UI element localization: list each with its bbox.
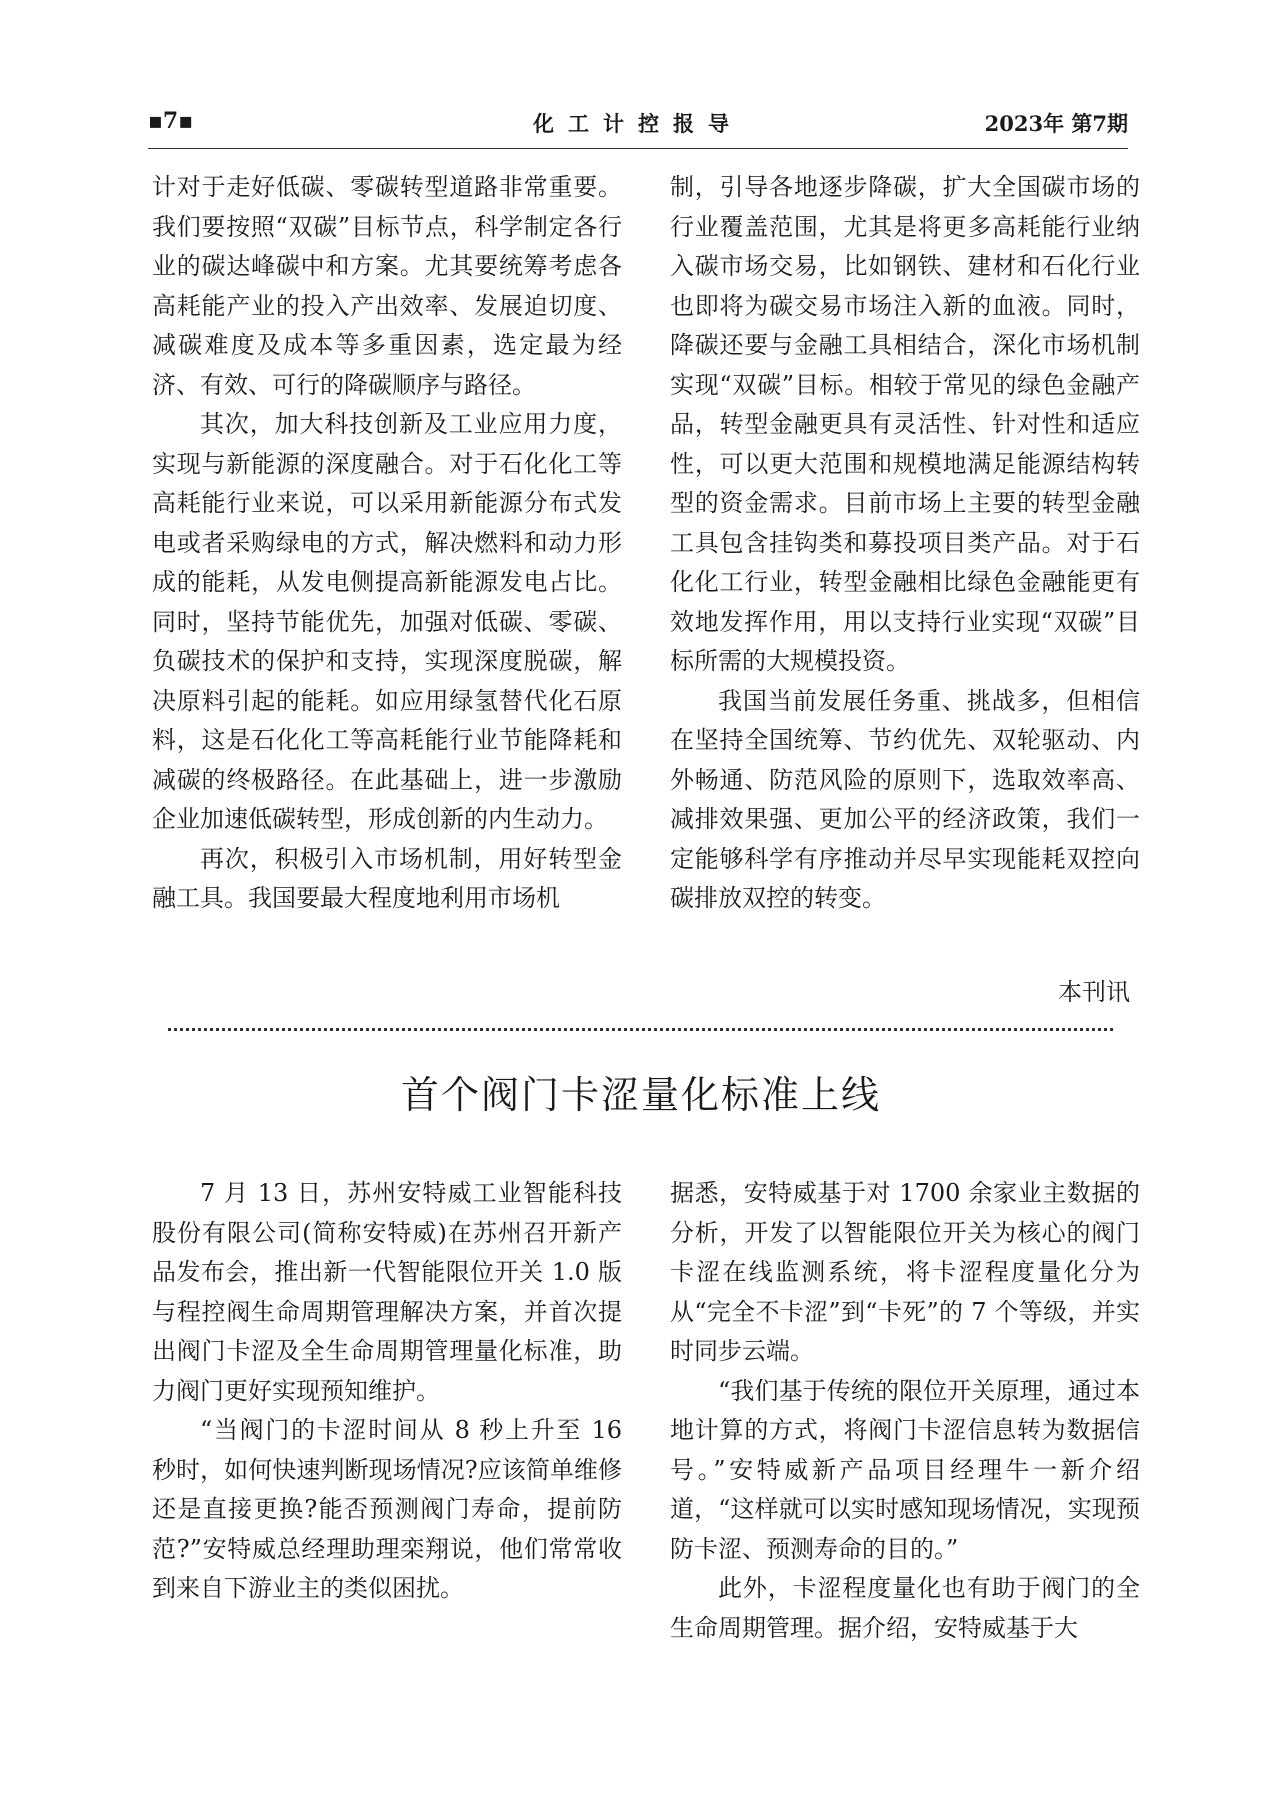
issue-label: 2023年 第7期	[984, 111, 1128, 136]
paragraph: 7 月 13 日，苏州安特威工业智能科技股份有限公司(简称安特威)在苏州召开新产品发布会，推出新一代智能限位开关 1.0 版与程控阀生命周期管理解决方案，并首次提出阀门卡涩及全生命周期管理量化标准，助力阀门更好实现预知维护。	[152, 1179, 622, 1405]
paragraph: “我们基于传统的限位开关原理，通过本地计算的方式，将阀门卡涩信息转为数据信号。”安特威新产品项目经理牛一新介绍道，“这样就可以实时感知现场情况，实现预防卡涩、预测寿命的目的。”	[670, 1376, 1140, 1563]
page-number: ▪7▪	[148, 108, 194, 134]
paragraph: “当阀门的卡涩时间从 8 秒上升至 16 秒时，如何快速判断现场情况?应该简单维修还是直接更换?能否预测阀门寿命，提前防范?”安特威总经理助理栾翔说，他们常常收到来自下游业主的类似困扰。	[152, 1416, 622, 1602]
paragraph: 计对于走好低碳、零碳转型道路非常重要。我们要按照“双碳”目标节点，科学制定各行业的碳达峰碳中和方案。尤其要统筹考虑各高耗能产业的投入产出效率、发展迫切度、减碳难度及成本等多重因素，选定最为经济、有效、可行的降碳顺序与路径。	[152, 173, 622, 399]
journal-title: 化工计控报导	[533, 111, 743, 136]
article2-right-column	[670, 1174, 1140, 1648]
paragraph: 制，引导各地逐步降碳，扩大全国碳市场的行业覆盖范围，尤其是将更多高耗能行业纳入碳市场交易，比如钢铁、建材和石化行业也即将为碳交易市场注入新的血液。同时，降碳还要与金融工具相结合，深化市场机制实现“双碳”目标。相较于常见的绿色金融产品，转型金融更具有灵活性、针对性和适应性，可以更大范围和规模地满足能源结构转型的资金需求。目前市场上主要的转型金融工具包含挂钩类和募投项目类产品。对于石化化工行业，转型金融相比绿色金融能更有效地发挥作用，用以支持行业实现“双碳”目标所需的大规模投资。	[670, 173, 1140, 675]
article-headline: 首个阀门卡涩量化标准上线	[400, 1073, 881, 1117]
article1-left-column	[152, 168, 622, 919]
article2-left-column	[152, 1174, 622, 1609]
article-byline: 本刊讯	[1058, 978, 1130, 1006]
paragraph: 再次，积极引入市场机制，用好转型金融工具。我国要最大程度地利用市场机	[152, 844, 622, 912]
dotted-divider	[168, 1028, 1113, 1031]
paragraph: 此外，卡涩程度量化也有助于阀门的全生命周期管理。据介绍，安特威基于大	[670, 1574, 1140, 1642]
paragraph: 据悉，安特威基于对 1700 余家业主数据的分析，开发了以智能限位开关为核心的阀门卡涩在线监测系统，将卡涩程度量化分为从“完全不卡涩”到“卡死”的 7 个等级，并实时同步云端。	[670, 1179, 1140, 1365]
article1-right-column	[670, 168, 1140, 919]
paragraph: 我国当前发展任务重、挑战多，但相信在坚持全国统筹、节约优先、双轮驱动、内外畅通、防范风险的原则下，选取效率高、减排效果强、更加公平的经济政策，我们一定能够科学有序推动并尽早实现能耗双控向碳排放双控的转变。	[670, 686, 1140, 912]
header-divider	[148, 148, 1128, 149]
paragraph: 其次，加大科技创新及工业应用力度，实现与新能源的深度融合。对于石化化工等高耗能行业来说，可以采用新能源分布式发电或者采购绿电的方式，解决燃料和动力形成的能耗，从发电侧提高新能源发电占比。同时，坚持节能优先，加强对低碳、零碳、负碳技术的保护和支持，实现深度脱碳，解决原料引起的能耗。如应用绿氢替代化石原料，这是石化化工等高耗能行业节能降耗和减碳的终极路径。在此基础上，进一步激励企业加速低碳转型，形成创新的内生动力。	[152, 410, 622, 833]
page-header	[148, 104, 1128, 144]
